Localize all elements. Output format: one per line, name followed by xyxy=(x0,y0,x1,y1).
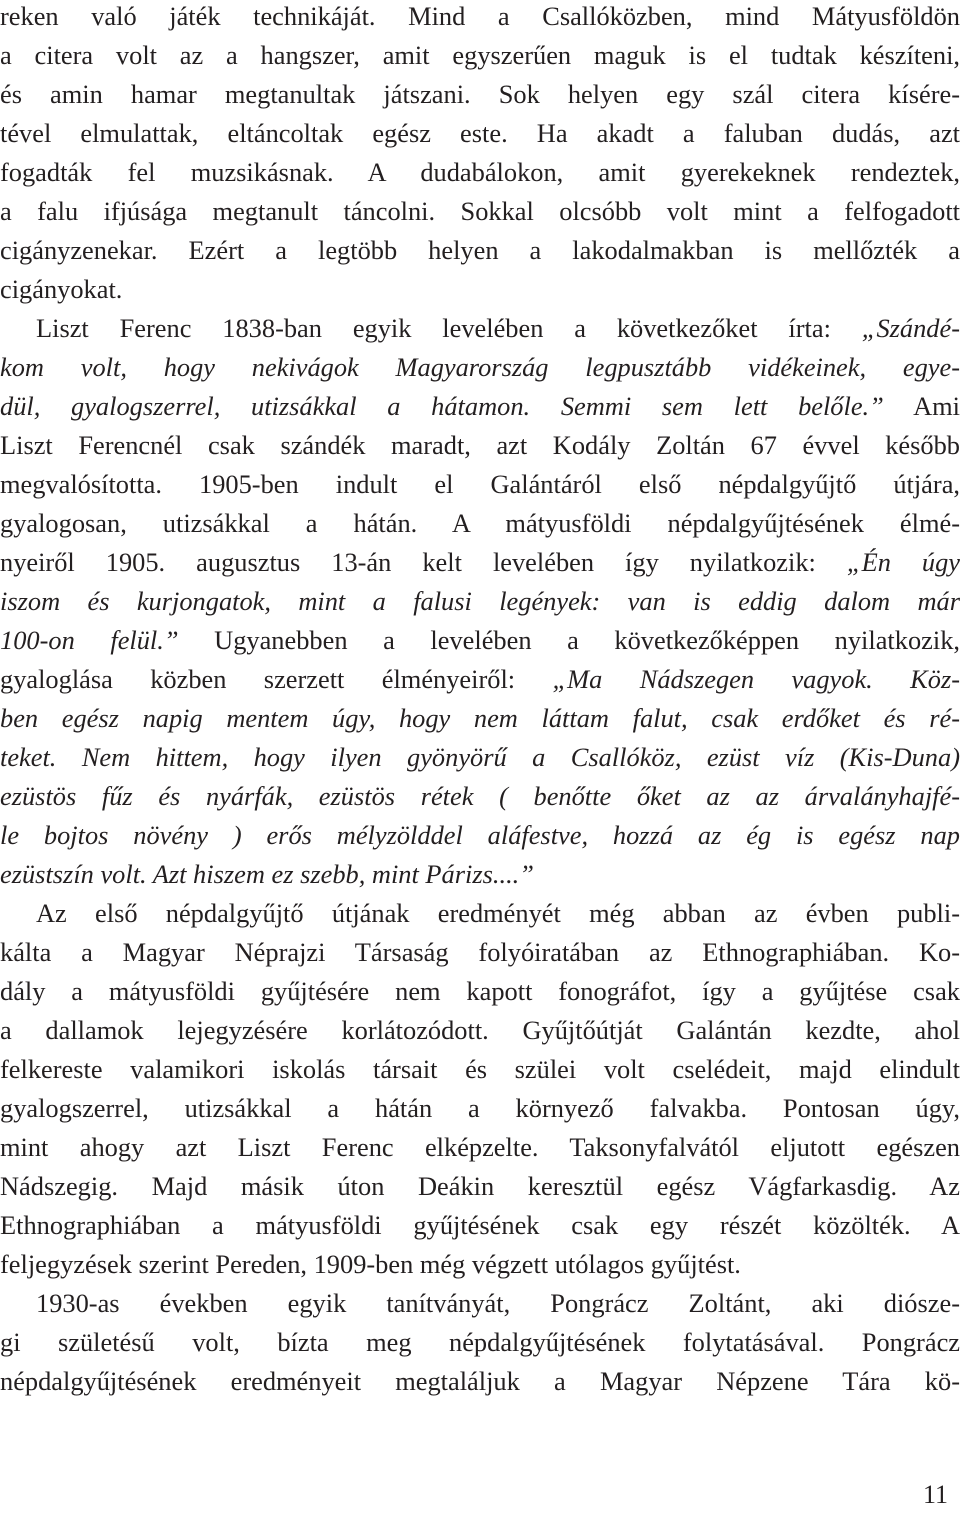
text-segment: népdalgyűjtésének eredményeit megtaláljuk a Magyar Népzene Tára kö- xyxy=(0,1366,960,1396)
text-segment: Az első népdalgyűjtő útjának eredményét még abban az évben publi- xyxy=(36,898,960,928)
text-segment: mint ahogy azt Liszt Ferenc elképzelte. Taksonyfalvától eljutott egészen xyxy=(0,1132,960,1162)
italic-quote-text: „Ma Nádszegen vagyok. Köz- xyxy=(552,664,960,694)
text-line xyxy=(0,972,960,1011)
text-line xyxy=(0,1089,960,1128)
text-segment: reken való játék technikáját. Mind a Csallóközben, mind Mátyusföldön xyxy=(0,1,960,31)
text-segment: gyaloglása közben szerzett élményeiről: xyxy=(0,664,553,694)
text-segment: megvalósította. 1905-ben indult el Galántáról első népdalgyűjtő útjára, xyxy=(0,469,960,499)
text-segment: gyalogosan, utizsákkal a hátán. A mátyusföldi népdalgyűjtésének élmé- xyxy=(0,508,960,538)
italic-quote-text: „Én úgy xyxy=(846,547,960,577)
text-line xyxy=(0,933,960,972)
italic-quote-text: le bojtos növény ) erős mélyzölddel aláfestve, hozzá az ég is egész nap xyxy=(0,820,960,850)
italic-quote-text: ezüstös fűz és nyárfák, ezüstös rétek ( benőtte őket az az árvalányhajfé- xyxy=(0,781,960,811)
text-line xyxy=(0,855,960,894)
text-segment: Nádszegig. Majd másik úton Deákin keresztül egész Vágfarkasdig. Az xyxy=(0,1171,960,1201)
text-segment: Ugyanebben a levelében a következőképpen nyilatkozik, xyxy=(178,625,960,655)
text-line xyxy=(0,387,960,426)
page-number: 11 xyxy=(922,1480,948,1509)
text-segment: a falu ifjúsága megtanult táncolni. Sokkal olcsóbb volt mint a felfogadott xyxy=(0,196,960,226)
text-line xyxy=(0,1284,960,1323)
text-line xyxy=(0,75,960,114)
text-line xyxy=(0,465,960,504)
text-segment: cigányzenekar. Ezért a legtöbb helyen a lakodalmakban is mellőzték a xyxy=(0,235,960,265)
text-line xyxy=(0,1011,960,1050)
text-segment: felkereste valamikori iskolás társait és szülei volt cselédeit, majd elindult xyxy=(0,1054,960,1084)
text-line xyxy=(0,36,960,75)
text-segment: a dallamok lejegyzésére korlátozódott. Gyűjtőútját Galántán kezdte, ahol xyxy=(0,1015,960,1045)
text-line xyxy=(0,894,960,933)
italic-quote-text: teket. Nem hittem, hogy ilyen gyönyörű a Csallóköz, ezüst víz (Kis-Duna) xyxy=(0,742,960,772)
text-line xyxy=(0,621,960,660)
text-line xyxy=(0,1167,960,1206)
text-line xyxy=(0,1050,960,1089)
text-line xyxy=(0,309,960,348)
italic-quote-text: ezüstszín volt. Azt hiszem ez szebb, mint Párizs....” xyxy=(0,859,534,889)
text-line xyxy=(0,816,960,855)
text-segment: Liszt Ferenc 1838-ban egyik levelében a következőket írta: xyxy=(36,313,862,343)
text-line xyxy=(0,504,960,543)
text-line xyxy=(0,582,960,621)
text-line xyxy=(0,114,960,153)
text-segment: fogadták fel muzsikásnak. A dudabálokon, amit gyerekeknek rendeztek, xyxy=(0,157,960,187)
text-line xyxy=(0,153,960,192)
text-segment: cigányokat. xyxy=(0,274,123,304)
italic-quote-text: 100-on felül.” xyxy=(0,625,179,655)
italic-quote-text: dül, gyalogszerrel, utizsákkal a hátamon. Semmi sem lett belőle.” xyxy=(0,391,884,421)
text-line xyxy=(0,738,960,777)
text-line xyxy=(0,543,960,582)
text-line xyxy=(0,231,960,270)
text-line xyxy=(0,1206,960,1245)
italic-quote-text: „Szándé- xyxy=(861,313,960,343)
italic-quote-text: iszom és kurjongatok, mint a falusi legények: van is eddig dalom már xyxy=(0,586,960,616)
text-line xyxy=(0,1128,960,1167)
italic-quote-text: ben egész napig mentem úgy, hogy nem láttam falut, csak erdőket és ré- xyxy=(0,703,960,733)
text-line xyxy=(0,426,960,465)
text-line xyxy=(0,348,960,387)
text-segment: Ethnographiában a mátyusföldi gyűjtésének csak egy részét közölték. A xyxy=(0,1210,960,1240)
text-segment: kálta a Magyar Néprajzi Társaság folyóiratában az Ethnographiában. Ko- xyxy=(0,937,960,967)
text-line xyxy=(0,0,960,36)
text-line xyxy=(0,1323,960,1362)
text-segment: tével elmulattak, eltáncoltak egész este. Ha akadt a faluban dudás, azt xyxy=(0,118,960,148)
italic-quote-text: kom volt, hogy nekivágok Magyarország legpusztább vidékeinek, egye- xyxy=(0,352,960,382)
text-segment: a citera volt az a hangszer, amit egyszerűen maguk is el tudtak készíteni, xyxy=(0,40,960,70)
text-segment: nyeiről 1905. augusztus 13-án kelt levelében így nyilatkozik: xyxy=(0,547,847,577)
text-segment: és amin hamar megtanultak játszani. Sok helyen egy szál citera kísére- xyxy=(0,79,960,109)
text-segment: dály a mátyusföldi gyűjtésére nem kapott fonográfot, így a gyűjtése csak xyxy=(0,976,960,1006)
text-segment: gyalogszerrel, utizsákkal a hátán a környező falvakba. Pontosan úgy, xyxy=(0,1093,960,1123)
text-segment: 1930-as években egyik tanítványát, Pongrácz Zoltánt, aki diósze- xyxy=(36,1288,960,1318)
text-segment: feljegyzések szerint Pereden, 1909-ben még végzett utólagos gyűjtést. xyxy=(0,1249,741,1279)
text-segment: Liszt Ferencnél csak szándék maradt, azt Kodály Zoltán 67 évvel később xyxy=(0,430,960,460)
text-line xyxy=(0,192,960,231)
text-line xyxy=(0,777,960,816)
text-segment: Ami xyxy=(883,391,960,421)
text-segment: gi születésű volt, bízta meg népdalgyűjtésének folytatásával. Pongrácz xyxy=(0,1327,960,1357)
text-line xyxy=(0,270,960,309)
text-line xyxy=(0,699,960,738)
text-line xyxy=(0,660,960,699)
text-line xyxy=(0,1245,960,1284)
text-line xyxy=(0,1362,960,1401)
